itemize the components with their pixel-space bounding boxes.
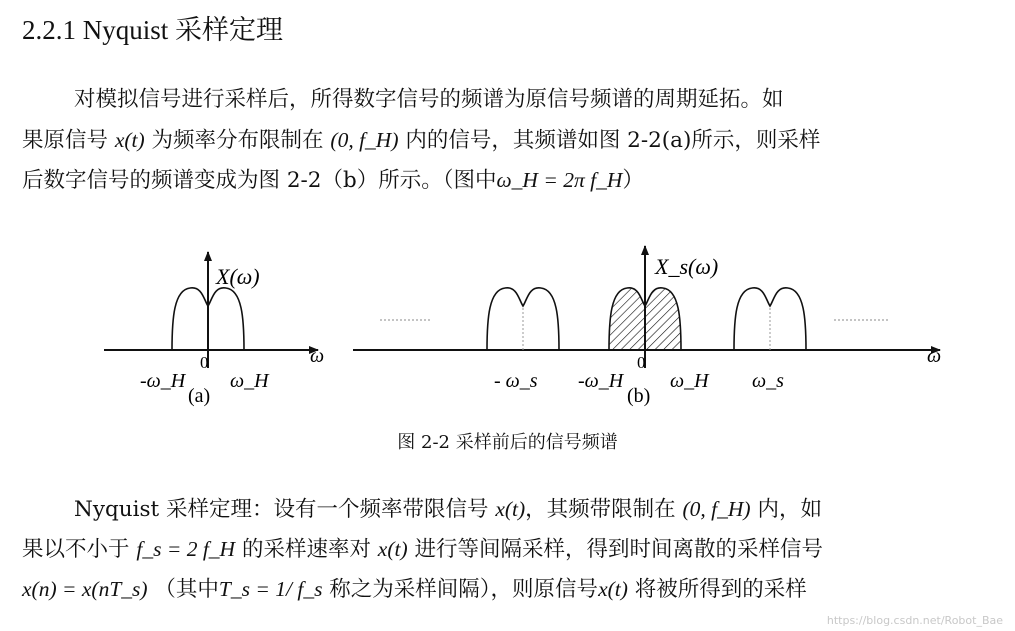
p2-l3-text-a: （其中: [154, 577, 219, 602]
p1-l2-text-a: 果原信号: [22, 128, 109, 153]
fig-a-sublabel: (a): [188, 385, 211, 407]
p2-l2-text-a: 果以不小于: [22, 537, 130, 562]
fig-b-ylabel: X_s(ω): [655, 254, 719, 279]
fig-a-wh: ω_H: [230, 370, 269, 392]
p2-l3-text-c: 将被所得到的采样: [634, 577, 807, 602]
math-x-t-2: x(t): [495, 497, 526, 521]
fig-a-x-symbol: ω: [310, 345, 325, 367]
fig-b-sublabel: (b): [627, 385, 651, 407]
p2-line-1: [22, 489, 1007, 529]
math-omega-h: ω_H = 2π f_H: [496, 168, 623, 192]
p2-l1-text-c: 内，如: [757, 497, 822, 522]
fig-b-neg-wh: -ω_H: [578, 370, 624, 392]
p2-l3-text-b: 称之为采样间隔），则原信号: [329, 577, 599, 602]
figure-a: [104, 252, 324, 407]
p2-l2-text-c: 进行等间隔采样，得到时间离散的采样信号: [414, 537, 823, 562]
section-heading: 2.2.1 Nyquist 采样定理: [22, 15, 284, 45]
math-interval-2: (0, f_H): [682, 497, 751, 521]
figure-b: [353, 246, 941, 407]
p2-l1-text-b: ，其频带限制在: [525, 497, 676, 522]
spectrum-figure: [0, 232, 1015, 422]
p1-l2-text-c: 内的信号，其频谱如图 2-2(a)所示，则采样: [405, 128, 821, 153]
p1-line-2: [22, 120, 1007, 160]
math-x-t-3: x(t): [377, 537, 408, 561]
p1-l3-text-b: ）: [622, 168, 644, 193]
fig-b-x-symbol: ω: [927, 345, 942, 367]
fig-a-ylabel: X(ω): [216, 264, 260, 289]
paragraph-1: [22, 80, 1007, 200]
p2-l2-text-b: 的采样速率对: [241, 537, 371, 562]
watermark: https://blog.csdn.net/Robot_Bae: [826, 614, 1003, 627]
paragraph-2: [22, 489, 1007, 609]
fig-a-neg-wh: -ω_H: [140, 370, 186, 392]
math-xn: x(n) = x(nT_s): [22, 577, 148, 601]
math-ts: T_s = 1/ f_s: [218, 577, 323, 601]
p1-line-1: 对模拟信号进行采样后，所得数字信号的频谱为原信号频谱的周期延拓。如: [74, 87, 784, 112]
p1-line-3: [22, 160, 1007, 200]
p2-line-2: [22, 529, 1007, 569]
math-x-t: x(t): [114, 128, 145, 152]
p2-l1-text-a: Nyquist 采样定理：设有一个频率带限信号: [74, 497, 489, 522]
fig-a-zero: 0: [200, 353, 209, 372]
math-x-t-4: x(t): [598, 577, 628, 601]
fig-b-ws: ω_s: [752, 370, 784, 392]
p1-l2-text-b: 为频率分布限制在: [151, 128, 324, 153]
fig-b-neg-ws: - ω_s: [494, 370, 538, 392]
p1-l3-text-a: 后数字信号的频谱变成为图 2-2（b）所示。（图中: [22, 168, 497, 193]
math-interval: (0, f_H): [330, 128, 399, 152]
math-fs: f_s = 2 f_H: [136, 537, 236, 561]
fig-b-zero: 0: [637, 353, 646, 372]
figure-caption: 图 2-2 采样前后的信号频谱: [397, 432, 618, 453]
fig-b-wh: ω_H: [670, 370, 709, 392]
p2-line-3: [22, 569, 1007, 609]
